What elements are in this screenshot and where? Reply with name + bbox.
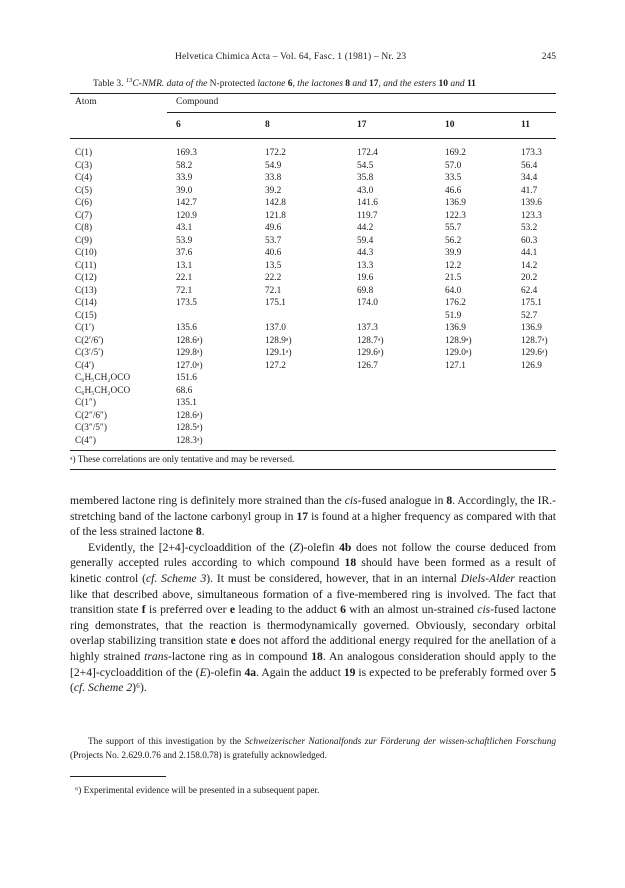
caption-text: , the lactones (292, 79, 346, 90)
shift-value: 37.6 (176, 248, 193, 258)
shift-value: 175.1 (265, 298, 286, 308)
atom-label: C(2′/6′) (75, 335, 104, 346)
shift-value: 129.6ᵃ) (521, 348, 548, 358)
caption-compound: 8 (345, 79, 351, 90)
shift-value: 72.1 (176, 285, 193, 296)
table-row (70, 198, 556, 209)
shift-value: 173.3 (521, 148, 542, 158)
shift-value: 141.6 (357, 198, 378, 208)
body-text (70, 493, 556, 696)
shift-value: 127.0ᵃ) (176, 360, 203, 371)
paragraph: Evidently, the [2+4]-cycloaddition of the (Z)-olefin 4b does not follow the course deduced from generally accepted rules according to which compound 18 should have been formed as a result of kinetic control (cf. Scheme 3). It must be considered, however, that in an internal Diels-Alder reaction like that described above, simultaneous formation of a five-membered ring is involved. The fact that transition state f is preferred over e leading to the adduct 6 with an almost un-strained cis-fused lactone ring demonstrates, that the reaction is thermodynamically governed. Obviously, secondary orbital overlap stabilizing transition state e does not afford the additional energy required for the anellation of a highly strained trans-lactone ring as in compound 18. An analogous consideration should apply to the [2+4]-cycloaddition of the (E)-olefin 4a. Again the adduct 19 is expected to be preferably formed over 5 (cf. Scheme 2)⁶). (70, 540, 557, 695)
table-header-rule (70, 138, 556, 139)
table-row (70, 273, 556, 284)
shift-value: 33.5 (445, 173, 462, 183)
atom-label: C(1″) (75, 398, 96, 408)
caption-text: and (447, 79, 467, 90)
shift-value: 14.2 (521, 260, 538, 271)
atom-label: C(3″/5″) (75, 423, 108, 433)
atom-label: C(1) (75, 148, 93, 158)
shift-value: 121.8 (265, 210, 286, 221)
compound-header: 17 (357, 120, 367, 130)
shift-value: 41.7 (521, 185, 538, 196)
shift-value: 60.3 (521, 235, 538, 246)
shift-value: 119.7 (357, 210, 378, 221)
shift-value: 56.4 (521, 160, 538, 171)
table-row (70, 211, 556, 222)
journal-citation: Helvetica Chimica Acta – Vol. 64, Fasc. 1 (1981) – Nr. 23 (175, 52, 407, 62)
shift-value: 59.4 (357, 235, 374, 246)
table-bottom-rule (70, 450, 556, 451)
atom-label: C(8) (75, 223, 93, 233)
table-row (70, 423, 556, 434)
shift-value: 136.9 (445, 198, 466, 208)
atom-label: C(13) (75, 285, 97, 296)
shift-value: 21.5 (445, 273, 462, 283)
atom-label: C(5) (75, 185, 93, 196)
running-head (70, 52, 556, 66)
compound-header: 8 (265, 120, 270, 130)
shift-value: 142.8 (265, 198, 286, 208)
caption-label: Table 3. (93, 79, 126, 90)
caption-compound: 11 (466, 79, 476, 90)
shift-value: 39.9 (445, 248, 462, 258)
shift-value: 128.7ᵃ) (521, 335, 548, 346)
caption-text: lactone (255, 79, 288, 90)
shift-value: 172.2 (265, 148, 286, 158)
caption-text: , and the esters (378, 79, 439, 90)
atom-label: C(10) (75, 248, 97, 258)
shift-value: 128.5ᵃ) (176, 423, 203, 433)
shift-value: 51.9 (445, 310, 462, 321)
shift-value: 20.2 (521, 273, 538, 283)
shift-value: 22.1 (176, 273, 193, 283)
shift-value: 49.6 (265, 223, 282, 233)
caption-compound: 6 (287, 79, 293, 90)
shift-value: 126.9 (521, 360, 542, 371)
atom-label: C(7) (75, 210, 93, 221)
shift-value: 137.3 (357, 323, 378, 333)
footnote-rule (70, 776, 166, 777)
shift-value: 127.1 (445, 360, 466, 371)
atom-label: C(14) (75, 298, 97, 308)
caption-text: and (350, 79, 370, 90)
table-row (70, 373, 556, 384)
shift-value: 128.3ᵃ) (176, 435, 203, 446)
shift-value: 44.2 (357, 223, 374, 233)
table-row (70, 261, 556, 272)
atom-label: C(6) (75, 198, 93, 208)
shift-value: 129.0ᵃ) (445, 348, 472, 358)
shift-value: 129.1ᵃ) (265, 348, 292, 358)
shift-value: 34.4 (521, 173, 538, 183)
paragraph: membered lactone ring is definitely more strained than the cis-fused analogue in 8. Accordingly, the IR.-stretching band of the lactone carbonyl group in 17 is found at a higher frequency as compared with that of the less strained lactone 8. (70, 494, 556, 539)
shift-value: 53.2 (521, 223, 538, 233)
atom-label: C₆H₅CH₂OCO (75, 385, 131, 396)
shift-value: 127.2 (265, 360, 286, 371)
atom-label: C(12) (75, 273, 97, 283)
atom-label: C(9) (75, 235, 93, 246)
shift-value: 54.5 (357, 160, 374, 171)
shift-value: 33.8 (265, 173, 282, 183)
atom-label: C(1′) (75, 323, 95, 333)
shift-value: 169.2 (445, 148, 466, 158)
table-row (70, 386, 556, 397)
table-row (70, 398, 556, 409)
shift-value: 128.6ᵃ) (176, 410, 203, 421)
table-footnote: ᵃ) These correlations are only tentative and may be reversed. (70, 455, 295, 465)
shift-value: 22.2 (265, 273, 282, 283)
shift-value: 129.8ᵃ) (176, 348, 203, 358)
table-row (70, 248, 556, 259)
table-end-rule (70, 469, 556, 470)
shift-value: 43.1 (176, 223, 193, 233)
shift-value: 53.9 (176, 235, 193, 246)
shift-value: 120.9 (176, 210, 197, 221)
compound-header: 11 (521, 120, 530, 130)
shift-value: 52.7 (521, 310, 538, 321)
shift-value: 69.8 (357, 285, 374, 296)
caption-text: N-protected (209, 79, 256, 90)
caption-compound: 10 (438, 79, 448, 90)
shift-value: 39.2 (265, 185, 282, 196)
shift-value: 175.1 (521, 298, 542, 308)
atom-label: C(2″/6″) (75, 410, 108, 421)
compound-header: 10 (445, 120, 455, 130)
shift-value: 64.0 (445, 285, 462, 296)
shift-value: 39.0 (176, 185, 193, 196)
table-row (70, 148, 556, 159)
shift-value: 13.3 (357, 260, 374, 271)
shift-value: 174.0 (357, 298, 378, 308)
acknowledgement: The support of this investigation by the Schweizerischer Nationalfonds zur Förderung der wissen-schaftlichen Forschung (Projects No. 2.629.0.76 and 2.158.0.78) is gratefully acknowledged. (70, 737, 556, 761)
atom-label: C(3′/5′) (75, 348, 104, 358)
table-row (70, 411, 556, 422)
table-row (70, 311, 556, 322)
shift-value: 53.7 (265, 235, 282, 246)
shift-value: 126.7 (357, 360, 378, 371)
shift-value: 172.4 (357, 148, 378, 158)
shift-value: 58.2 (176, 160, 193, 171)
shift-value: 13.5 (265, 260, 282, 271)
compound-column-header: Compound (176, 97, 219, 107)
shift-value: 13.1 (176, 260, 193, 271)
table-row (70, 361, 556, 372)
shift-value: 55.7 (445, 223, 462, 233)
table-row (70, 161, 556, 172)
atom-label: C(4″) (75, 435, 96, 446)
shift-value: 72.1 (265, 285, 282, 296)
compound-header: 6 (176, 120, 181, 130)
table-row (70, 298, 556, 309)
shift-value: 57.0 (445, 160, 462, 171)
atom-label: C(15) (75, 310, 97, 321)
shift-value: 44.3 (357, 248, 374, 258)
table-row (70, 348, 556, 359)
shift-value: 19.6 (357, 273, 374, 283)
shift-value: 137.0 (265, 323, 286, 333)
table-row (70, 236, 556, 247)
shift-value: 173.5 (176, 298, 197, 308)
shift-value: 128.7ᵃ) (357, 335, 384, 346)
page-number: 245 (541, 52, 556, 62)
table-top-rule (70, 93, 556, 94)
shift-value: 128.6ᵃ) (176, 335, 203, 346)
compound-header-rule (167, 112, 556, 113)
shift-value: 136.9 (521, 323, 542, 333)
shift-value: 151.6 (176, 373, 197, 383)
shift-value: 122.3 (445, 210, 466, 221)
shift-value: 46.6 (445, 185, 462, 196)
table-caption (93, 77, 553, 89)
shift-value: 68.6 (176, 385, 193, 396)
shift-value: 139.6 (521, 198, 542, 208)
shift-value: 128.9ᵃ) (265, 335, 292, 346)
atom-label: C(11) (75, 260, 97, 271)
shift-value: 136.9 (445, 323, 466, 333)
atom-label: C₆H₅CH₂OCO (75, 373, 131, 383)
shift-value: 44.1 (521, 248, 538, 258)
shift-value: 40.6 (265, 248, 282, 258)
shift-value: 35.8 (357, 173, 374, 183)
atom-label: C(3) (75, 160, 93, 171)
caption-sup: 13 (125, 77, 133, 84)
shift-value: 56.2 (445, 235, 462, 246)
table-row (70, 336, 556, 347)
table-row (70, 436, 556, 447)
atom-label: C(4) (75, 173, 93, 183)
footnote-6: ⁶) Experimental evidence will be presented in a subsequent paper. (75, 786, 320, 796)
table-row (70, 323, 556, 334)
shift-value: 54.9 (265, 160, 282, 171)
shift-value: 33.9 (176, 173, 193, 183)
shift-value: 43.0 (357, 185, 374, 196)
caption-compound: 17 (369, 79, 379, 90)
atom-label: C(4′) (75, 360, 95, 371)
shift-value: 123.3 (521, 210, 542, 221)
nmr-data-table (70, 148, 556, 448)
table-row (70, 173, 556, 184)
table-row (70, 286, 556, 297)
atom-column-header: Atom (75, 97, 97, 107)
shift-value: 142.7 (176, 198, 197, 208)
table-row (70, 186, 556, 197)
shift-value: 176.2 (445, 298, 466, 308)
shift-value: 12.2 (445, 260, 462, 271)
table-row (70, 223, 556, 234)
shift-value: 169.3 (176, 148, 197, 158)
shift-value: 135.1 (176, 398, 197, 408)
shift-value: 135.6 (176, 323, 197, 333)
shift-value: 62.4 (521, 285, 538, 296)
shift-value: 128.9ᵃ) (445, 335, 472, 346)
caption-text: C-NMR. data of the (132, 79, 210, 90)
shift-value: 129.6ᵃ) (357, 348, 384, 358)
